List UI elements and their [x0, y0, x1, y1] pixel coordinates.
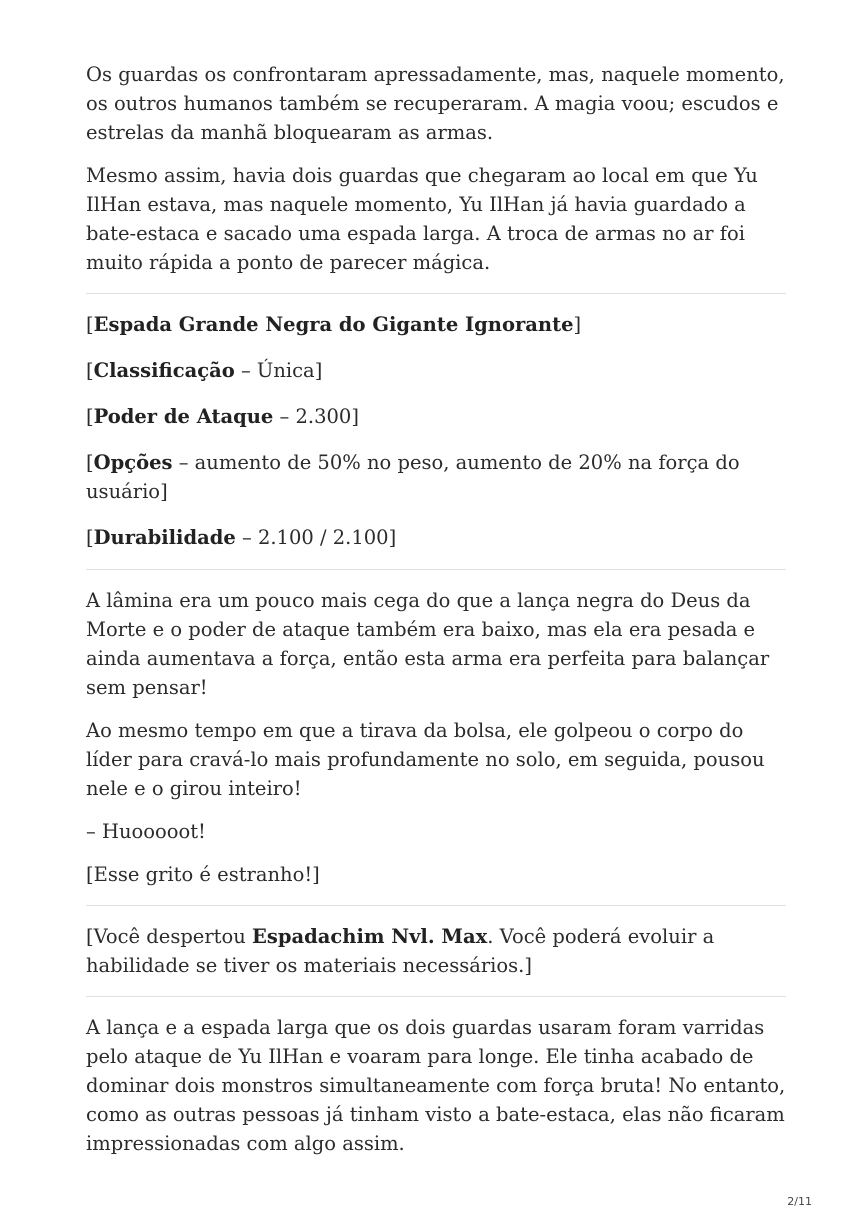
divider [86, 293, 786, 294]
divider [86, 996, 786, 997]
divider [86, 905, 786, 906]
dialogue-line: – Huooooot! [86, 820, 206, 843]
document-body [86, 60, 786, 1172]
item-durability: [Durabilidade – 2.100 / 2.100] [86, 526, 397, 549]
page-number: 2/11 [787, 1195, 812, 1208]
divider [86, 569, 786, 570]
system-message: [Esse grito é estranho!] [86, 863, 320, 886]
skill-notification: [Você despertou Espadachim Nvl. Max. Você poderá evoluir a habilidade se tiver os materiais necessários.] [86, 925, 715, 977]
item-name: [Espada Grande Negra do Gigante Ignorante] [86, 313, 582, 336]
paragraph: Mesmo assim, havia dois guardas que chegaram ao local em que Yu IlHan estava, mas naquele momento, Yu IlHan já havia guardado a bate-estaca e sacado uma espada larga. A troca de armas no ar foi muito rápida a ponto de parecer mágica. [86, 164, 758, 274]
item-stat-box [86, 310, 786, 552]
paragraph: A lança e a espada larga que os dois guardas usaram foram varridas pelo ataque de Yu IlHan e voaram para longe. Ele tinha acabado de dominar dois monstros simultaneamente com força bruta! No entanto, como as outras pessoas já tinham visto a bate-estaca, elas não ficaram impressionadas com algo assim. [86, 1016, 786, 1155]
paragraph: Ao mesmo tempo em que a tirava da bolsa, ele golpeou o corpo do líder para cravá-lo mais profundamente no solo, em seguida, pousou nele e o girou inteiro! [86, 719, 765, 800]
item-attack-power: [Poder de Ataque – 2.300] [86, 405, 359, 428]
item-classification: [Classificação – Única] [86, 359, 323, 382]
paragraph: A lâmina era um pouco mais cega do que a lança negra do Deus da Morte e o poder de ataque também era baixo, mas ela era pesada e ainda aumentava a força, então esta arma era perfeita para balançar sem pensar! [86, 589, 770, 699]
paragraph: Os guardas os confrontaram apressadamente, mas, naquele momento, os outros humanos também se recuperaram. A magia voou; escudos e estrelas da manhã bloquearam as armas. [86, 63, 785, 144]
item-options: [Opções – aumento de 50% no peso, aumento de 20% na força do usuário] [86, 451, 740, 503]
